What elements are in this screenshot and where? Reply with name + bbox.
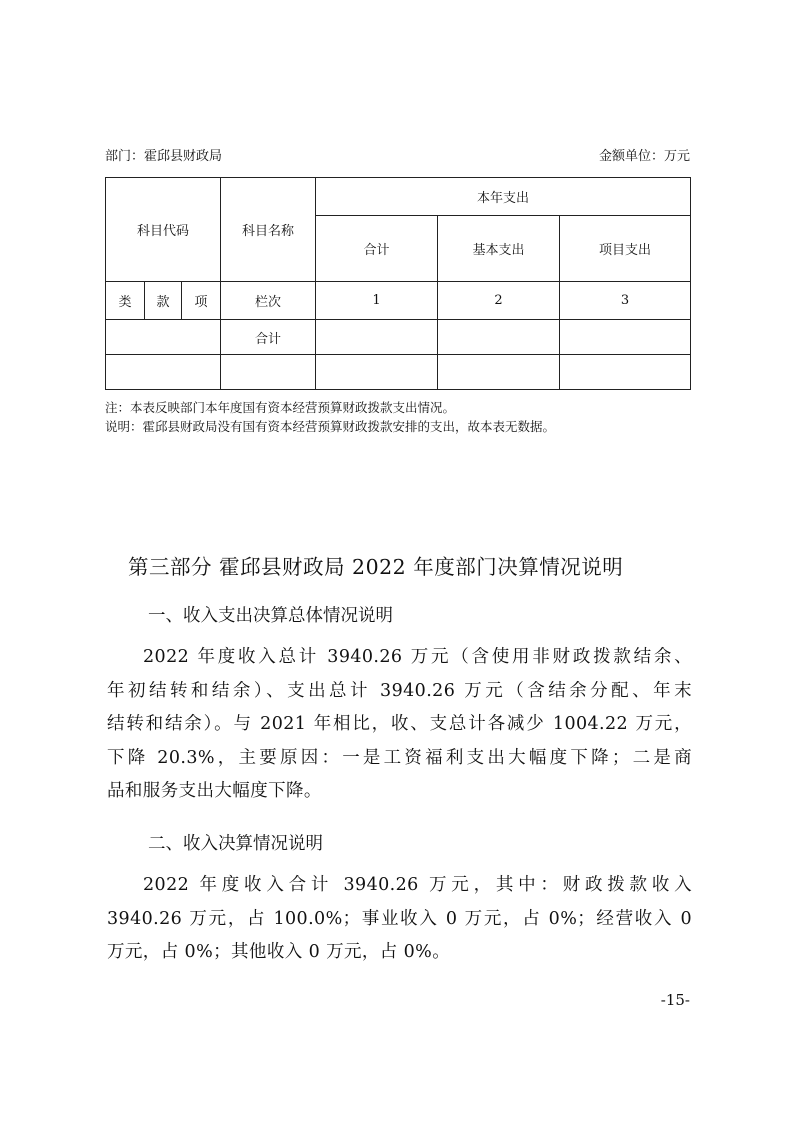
empty-cell	[106, 320, 221, 355]
heading-income-details: 二、收入决算情况说明	[148, 834, 323, 854]
empty-cell	[221, 355, 316, 390]
paragraph-line: 万元，占 0%；其他收入 0 万元，占 0%。	[107, 942, 451, 962]
col-group-current-year: 本年支出	[316, 178, 691, 216]
col-num-2: 2	[438, 282, 560, 320]
empty-cell	[438, 355, 560, 390]
explanation-line: 说明：霍邱县财政局没有国有资本经营预算财政拨款安排的支出，故本表无数据。	[105, 419, 556, 434]
paragraph-income	[107, 869, 692, 970]
section-title: 第三部分 霍邱县财政局 2022 年度部门决算情况说明	[128, 555, 624, 579]
unit-label: 金额单位：万元	[598, 149, 690, 164]
paragraph-line: 年初结转和结余）、支出总计 3940.26 万元（含结余分配、年末	[107, 680, 692, 701]
table-header-row	[105, 148, 690, 166]
col-subject-code: 科目代码	[106, 178, 221, 282]
row-label-lanci: 栏次	[221, 282, 316, 320]
paragraph-line: 结转和结余）。与 2021 年相比，收、支总计各减少 1004.22 万元，	[107, 714, 692, 734]
col-subject-name: 科目名称	[221, 178, 316, 282]
paragraph-line: 下降 20.3%，主要原因：一是工资福利支出大幅度下降；二是商	[107, 747, 692, 768]
col-basic: 基本支出	[438, 216, 560, 282]
empty-cell	[106, 355, 221, 390]
empty-cell	[438, 320, 560, 355]
empty-cell	[560, 320, 691, 355]
paragraph-line: 2022 年度收入总计 3940.26 万元（含使用非财政拨款结余、	[143, 647, 692, 667]
table-row	[106, 355, 691, 390]
paragraph-line: 品和服务支出大幅度下降。	[107, 781, 322, 801]
total-row-label: 合计	[221, 320, 316, 355]
subcol-kuan: 款	[145, 282, 182, 320]
empty-cell	[316, 355, 438, 390]
department-label: 部门：霍邱县财政局	[105, 149, 223, 164]
col-total: 合计	[316, 216, 438, 282]
col-project: 项目支出	[560, 216, 691, 282]
subcol-lei: 类	[106, 282, 145, 320]
note-line: 注：本表反映部门本年度国有资本经营预算财政拨款支出情况。	[105, 400, 456, 415]
heading-income-expenditure-overview: 一、收入支出决算总体情况说明	[148, 606, 393, 626]
table-row	[106, 320, 691, 355]
empty-cell	[560, 355, 691, 390]
col-num-1: 1	[316, 282, 438, 320]
paragraph-overview	[107, 641, 692, 809]
page-number: -15-	[660, 991, 690, 1009]
subcol-xiang: 项	[182, 282, 221, 320]
col-num-3: 3	[560, 282, 691, 320]
paragraph-line: 3940.26 万元，占 100.0%；事业收入 0 万元，占 0%；经营收入 0	[107, 908, 692, 929]
expenditure-table	[105, 177, 691, 390]
table-notes	[105, 398, 705, 436]
paragraph-line: 2022 年度收入合计 3940.26 万元，其中：财政拨款收入	[143, 875, 692, 895]
empty-cell	[316, 320, 438, 355]
